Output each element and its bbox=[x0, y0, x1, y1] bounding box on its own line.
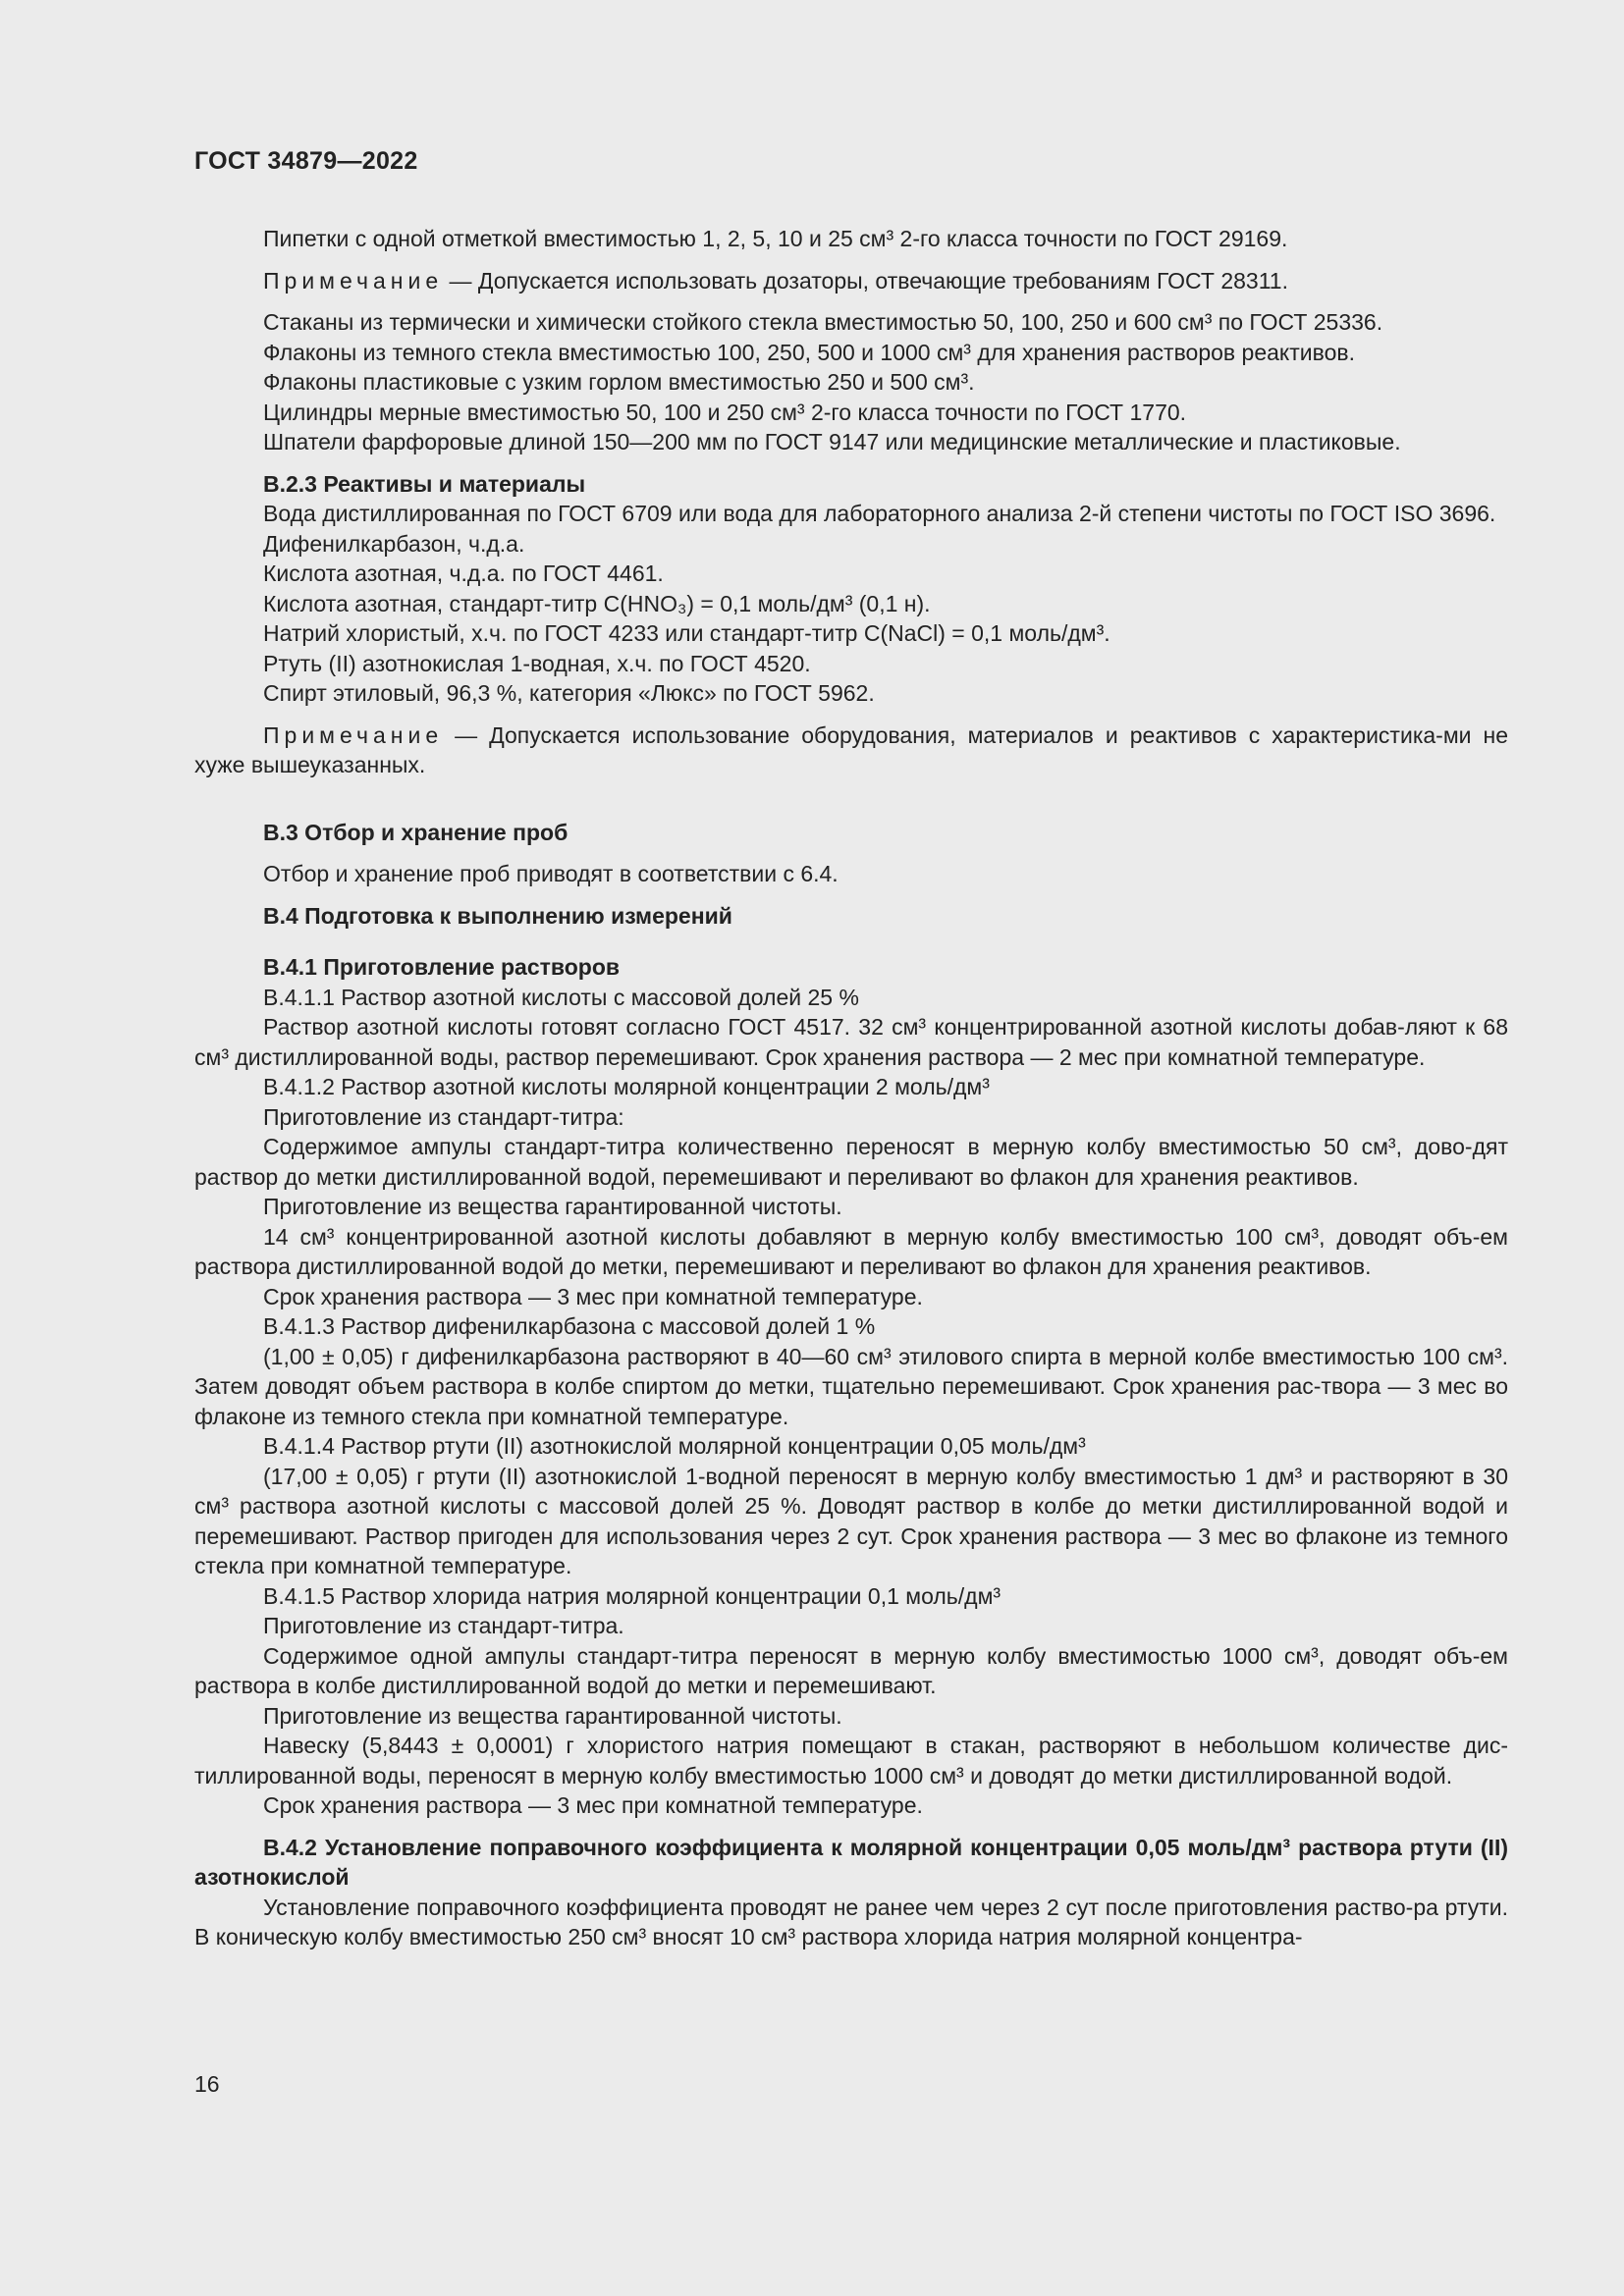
heading-b-3: В.3 Отбор и хранение проб bbox=[263, 819, 568, 845]
paragraph-ethanol: Спирт этиловый, 96,3 %, категория «Люкс» по ГОСТ 5962. bbox=[263, 680, 875, 706]
paragraph-storage-2: Срок хранения раствора — 3 мес при комнатной температуре. bbox=[263, 1792, 923, 1818]
paragraph-nacl: Натрий хлористый, х.ч. по ГОСТ 4233 или стандарт-титр C(NaCl) = 0,1 моль/дм³. bbox=[263, 620, 1110, 646]
heading-b-4-1-4: В.4.1.4 Раствор ртути (II) азотнокислой молярной концентрации 0,05 моль/дм³ bbox=[263, 1433, 1086, 1459]
page-content bbox=[194, 224, 1508, 1952]
paragraph-water: Вода дистиллированная по ГОСТ 6709 или вода для лабораторного анализа 2-й степени чистоты по ГОСТ ISO 3696. bbox=[263, 501, 1496, 526]
note-2-text: — Допускается использование оборудования, материалов и реактивов с характеристика-ми не хуже вышеуказанных. bbox=[194, 721, 1508, 777]
paragraph-b4115-pure: Навеску (5,8443 ± 0,0001) г хлористого натрия помещают в стакан, растворяют в небольшом количестве дис-тиллированной воды, переносят в мерную колбу вместимостью 1000 см³ и доводят до метки дистиллированной водой. bbox=[194, 1733, 1508, 1789]
document-header: ГОСТ 34879—2022 bbox=[194, 147, 418, 175]
note-1-text: — Допускается использовать дозаторы, отвечающие требованиям ГОСТ 28311. bbox=[443, 267, 1288, 294]
paragraph-dpc: Дифенилкарбазон, ч.д.а. bbox=[263, 530, 525, 557]
note-label: Примечание bbox=[263, 267, 444, 294]
heading-b-4-1-1: В.4.1.1 Раствор азотной кислоты с массовой долей 25 % bbox=[263, 984, 859, 1010]
heading-b-4: В.4 Подготовка к выполнению измерений bbox=[263, 902, 732, 929]
note-2 bbox=[194, 721, 1508, 780]
heading-b-2-3: В.2.3 Реактивы и материалы bbox=[263, 470, 586, 497]
paragraph-cylinders: Цилиндры мерные вместимостью 50, 100 и 250 см³ 2-го класса точности по ГОСТ 1770. bbox=[263, 399, 1187, 425]
paragraph-flasks-plastic: Флаконы пластиковые с узким горлом вместимостью 250 и 500 см³. bbox=[263, 369, 975, 395]
paragraph-beakers: Стаканы из термически и химически стойкого стекла вместимостью 50, 100, 250 и 600 см³ по ГОСТ 25336. bbox=[263, 309, 1383, 335]
note-label: Примечание bbox=[263, 721, 444, 748]
heading-b-4-2: В.4.2 Установление поправочного коэффициента к молярной концентрации 0,05 моль/дм³ раствора ртути (II) азотнокислой bbox=[194, 1834, 1508, 1890]
paragraph-prep-pure-2: Приготовление из вещества гарантированной чистоты. bbox=[263, 1702, 842, 1729]
paragraph-nitric-std: Кислота азотная, стандарт-титр C(HNO₃) = 0,1 моль/дм³ (0,1 н). bbox=[263, 590, 931, 616]
note-1 bbox=[194, 266, 1508, 296]
paragraph-pipettes: Пипетки с одной отметкой вместимостью 1, 2, 5, 10 и 25 см³ 2-го класса точности по ГОСТ 29169. bbox=[263, 226, 1288, 251]
paragraph-prep-std-2: Приготовление из стандарт-титра. bbox=[263, 1613, 624, 1638]
paragraph-b4112-pure: 14 см³ концентрированной азотной кислоты добавляют в мерную колбу вместимостью 100 см³, доводят объ-ем раствора дистиллированной водой до метки, перемешивают и переливают во флакон для хранения реактивов. bbox=[194, 1223, 1508, 1279]
paragraph-b4115-std: Содержимое одной ампулы стандарт-титра переносят в мерную колбу вместимостью 1000 см³, доводят объ-ем раствора в колбе дистиллированной водой до метки и перемешивают. bbox=[194, 1642, 1508, 1698]
paragraph-b4111: Раствор азотной кислоты готовят согласно ГОСТ 4517. 32 см³ концентрированной азотной кислоты добав-ляют к 68 см³ дистиллированной воды, раствор перемешивают. Срок хранения раствора — 2 мес при комнатной температуре. bbox=[194, 1014, 1508, 1070]
paragraph-prep-std: Приготовление из стандарт-титра: bbox=[263, 1103, 624, 1130]
paragraph-b42: Установление поправочного коэффициента проводят не ранее чем через 2 сут после приготовления раство-ра ртути. В коническую колбу вместимостью 250 см³ вносят 10 см³ раствора хлорида натрия молярной концентра- bbox=[194, 1894, 1508, 1949]
paragraph-b3: Отбор и хранение проб приводят в соответствии с 6.4. bbox=[263, 861, 839, 886]
paragraph-storage: Срок хранения раствора — 3 мес при комнатной температуре. bbox=[263, 1283, 923, 1309]
heading-b-4-1: В.4.1 Приготовление растворов bbox=[263, 954, 621, 980]
paragraph-mercury: Ртуть (II) азотнокислая 1-водная, х.ч. по ГОСТ 4520. bbox=[263, 650, 811, 676]
paragraph-nitric: Кислота азотная, ч.д.а. по ГОСТ 4461. bbox=[263, 561, 664, 586]
page-number: 16 bbox=[194, 2071, 220, 2097]
paragraph-b4114: (17,00 ± 0,05) г ртути (II) азотнокислой 1-водной переносят в мерную колбу вместимостью 1 дм³ и растворяют в 30 см³ раствора азотной кислоты с массовой долей 25 %. Доводят раствор в колбе до метки дистиллированной водой и перемешивают. Раствор пригоден для использования через 2 сут. Срок хранения раствора — 3 мес во флаконе из темного стекла при комнатной температуре. bbox=[194, 1463, 1508, 1578]
heading-b-4-1-2: В.4.1.2 Раствор азотной кислоты молярной концентрации 2 моль/дм³ bbox=[263, 1074, 990, 1099]
paragraph-spatulas: Шпатели фарфоровые длиной 150—200 мм по ГОСТ 9147 или медицинские металлические и пластиковые. bbox=[263, 429, 1401, 454]
paragraph-b4112-std: Содержимое ампулы стандарт-титра количественно переносят в мерную колбу вместимостью 50 см³, дово-дят раствор до метки дистиллированной водой, перемешивают и переливают во флакон для хранения реактивов. bbox=[194, 1134, 1508, 1190]
paragraph-b4113: (1,00 ± 0,05) г дифенилкарбазона растворяют в 40—60 см³ этилового спирта в мерной колбе вместимостью 100 см³. Затем доводят объем раствора в колбе спиртом до метки, тщательно перемешивают. Срок хранения рас-твора — 3 мес во флаконе из темного стекла при комнатной температуре. bbox=[194, 1343, 1508, 1429]
heading-b-4-1-3: В.4.1.3 Раствор дифенилкарбазона с массовой долей 1 % bbox=[263, 1313, 876, 1339]
heading-b-4-1-5: В.4.1.5 Раствор хлорида натрия молярной концентрации 0,1 моль/дм³ bbox=[263, 1582, 1001, 1609]
paragraph-flasks-dark: Флаконы из темного стекла вместимостью 100, 250, 500 и 1000 см³ для хранения растворов реактивов. bbox=[263, 339, 1355, 365]
paragraph-prep-pure: Приготовление из вещества гарантированной чистоты. bbox=[263, 1194, 842, 1219]
